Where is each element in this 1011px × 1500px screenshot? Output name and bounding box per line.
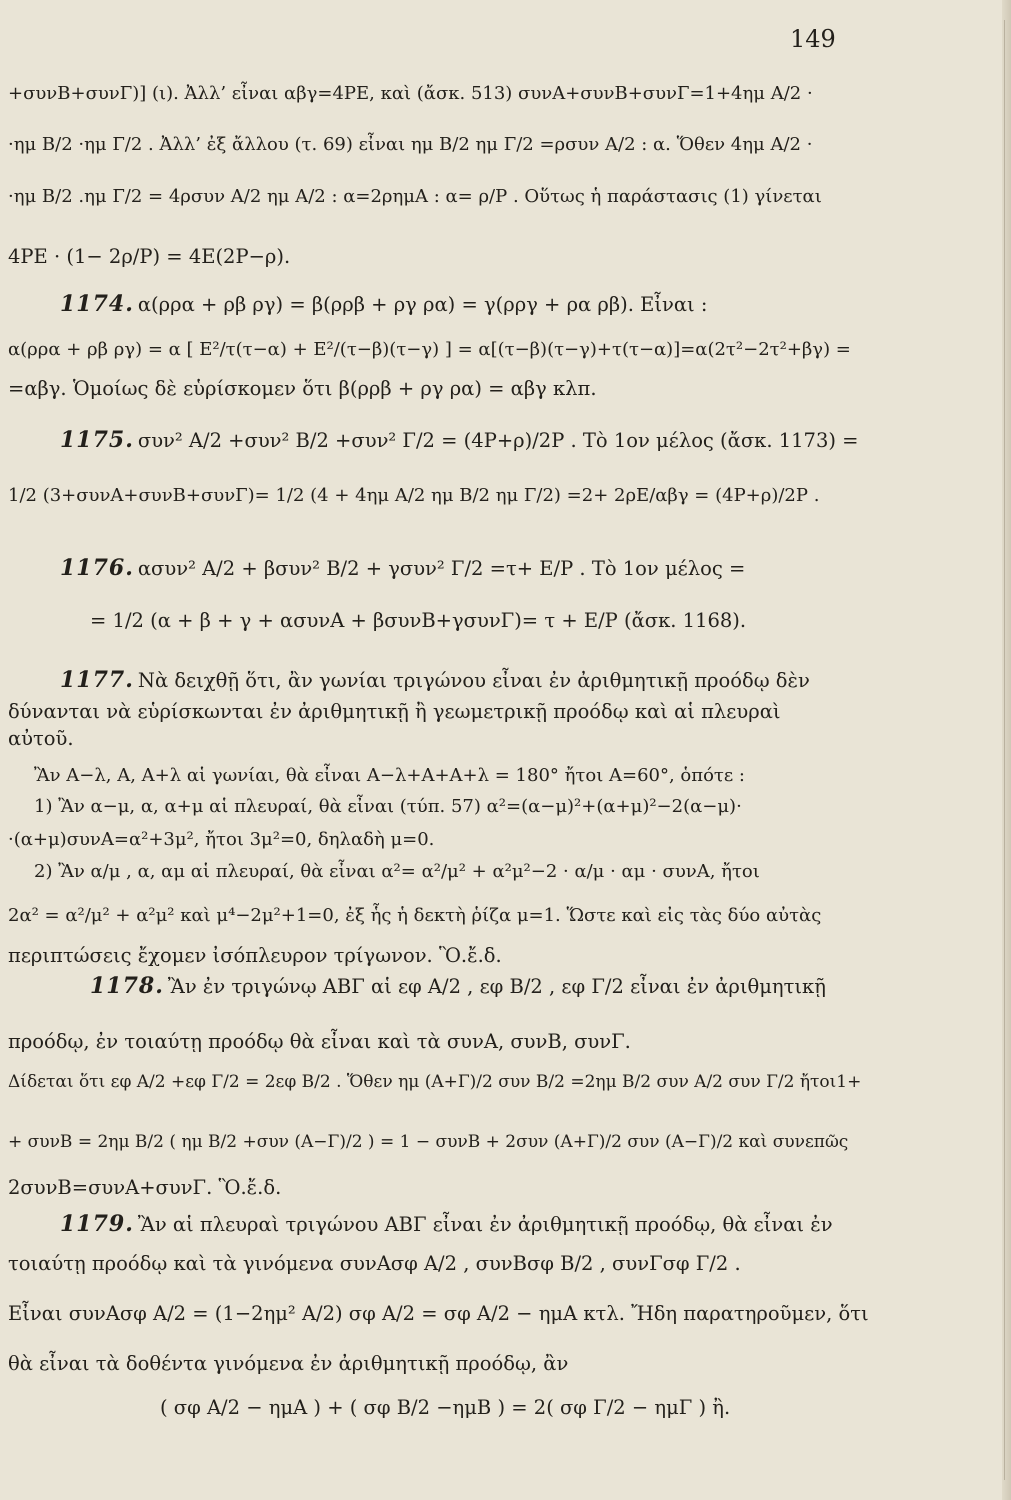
line-text: ·ημ B/2 ·ημ Γ/2 . Ἀλλ’ ἐξ ἄλλου (τ. 69) εἶναι ημ B/2 ημ Γ/2 =ρσυν A/2 : α. Ὅθεν 4ημ A/2 · [8, 134, 813, 155]
text-line [8, 82, 813, 106]
text-line [90, 609, 746, 633]
problem-number: 1177. [60, 667, 134, 693]
line-text: Δίδεται ὅτι εφ A/2 +εφ Γ/2 = 2εφ B/2 . Ὅθεν ημ (Α+Γ)/2 συν B/2 =2ημ B/2 συν A/2 συν Γ/2 ἤτοι1+ [8, 1072, 862, 1092]
text-line [8, 133, 812, 157]
line-text: θὰ εἶναι τὰ δοθέντα γινόμενα ἐν ἀριθμητικῇ προόδῳ, ἂν [8, 1352, 569, 1375]
line-text: ( σφ A/2 − ημΑ ) + ( σφ B/2 −ημΒ ) = 2( σφ Γ/2 − ημΓ ) ἢ. [160, 1396, 731, 1419]
problem-1178 [90, 974, 826, 999]
line-text: ·ημ B/2 .ημ Γ/2 = 4ρσυν A/2 ημ A/2 : α=2ρημΑ : α= ρ/Ρ . Οὕτως ἡ παράστασις (1) γίνεται [8, 186, 822, 207]
text-line [34, 764, 745, 788]
text-line [8, 1252, 741, 1276]
text-line [8, 727, 74, 751]
problem-number: 1175. [60, 427, 134, 453]
text-line [8, 700, 781, 724]
line-text: περιπτώσεις ἔχομεν ἰσόπλευρον τρίγωνον. Ὃ.ἔ.δ. [8, 944, 502, 967]
text-line [8, 1302, 869, 1326]
line-text: τοιαύτῃ προόδῳ καὶ τὰ γινόμενα συνΑσφ A/2 , συνΒσφ B/2 , συνΓσφ Γ/2 . [8, 1252, 741, 1275]
problem-number: 1176. [60, 555, 134, 581]
text-line [8, 185, 822, 209]
line-text: 1/2 (3+συνΑ+συνΒ+συνΓ)= 1/2 (4 + 4ημ A/2 ημ B/2 ημ Γ/2) =2+ 2ρΕ/αβγ = (4Ρ+ρ)/2Ρ . [8, 485, 820, 506]
problem-1174 [60, 292, 707, 317]
line-text: Ἂν Α−λ, Α, Α+λ αἱ γωνίαι, θὰ εἶναι Α−λ+Α+Α+λ = 180° ἤτοι Α=60°, ὁπότε : [34, 765, 745, 786]
text-line [8, 944, 502, 968]
problem-1177 [60, 668, 810, 693]
text-line [8, 1130, 848, 1154]
line-text: συν² A/2 +συν² B/2 +συν² Γ/2 = (4Ρ+ρ)/2Ρ . Τὸ 1ον μέλος (ἄσκ. 1173) = [137, 429, 859, 452]
text-line [8, 245, 290, 269]
line-text: ·(α+μ)συνΑ=α²+3μ², ἤτοι 3μ²=0, δηλαδὴ μ=0. [8, 829, 435, 850]
problem-1176 [60, 556, 745, 581]
line-text: =αβγ. Ὁμοίως δὲ εὑρίσκομεν ὅτι β(ρρβ + ργ ρα) = αβγ κλπ. [8, 377, 597, 400]
text-line [8, 1352, 568, 1376]
line-text: 2συνΒ=συνΑ+συνΓ. Ὃ.ἔ.δ. [8, 1176, 282, 1199]
text-line [160, 1396, 730, 1420]
text-line [8, 338, 851, 362]
line-text: ασυν² A/2 + βσυν² B/2 + γσυν² Γ/2 =τ+ Ε/Ρ . Τὸ 1ον μέλος = [137, 557, 746, 580]
text-line [8, 484, 819, 508]
page-number: 149 [790, 25, 836, 53]
line-text: αὐτοῦ. [8, 727, 74, 750]
text-line [8, 828, 434, 852]
text-line [8, 1176, 281, 1200]
line-text: Ἂν ἐν τριγώνῳ ΑΒΓ αἱ εφ A/2 , εφ B/2 , εφ Γ/2 εἶναι ἐν ἀριθμητικῇ [167, 975, 826, 998]
line-text: Ἂν αἱ πλευραὶ τριγώνου ΑΒΓ εἶναι ἐν ἀριθμητικῇ προόδῳ, θὰ εἶναι ἐν [137, 1213, 833, 1236]
text-line [8, 377, 597, 401]
line-text: δύνανται νὰ εὑρίσκωνται ἐν ἀριθμητικῇ ἢ γεωμετρικῇ προόδῳ καὶ αἱ πλευραὶ [8, 700, 781, 723]
line-text: 4ΡΕ · (1− 2ρ/Ρ) = 4Ε(2Ρ−ρ). [8, 245, 291, 268]
line-text: προόδῳ, ἐν τοιαύτῃ προόδῳ θὰ εἶναι καὶ τὰ συνΑ, συνΒ, συνΓ. [8, 1030, 631, 1053]
text-line [8, 1070, 861, 1094]
line-text: = 1/2 (α + β + γ + ασυνΑ + βσυνΒ+γσυνΓ)= τ + Ε/Ρ (ἄσκ. 1168). [90, 609, 747, 632]
line-text: 2α² = α²/μ² + α²μ² καὶ μ⁴−2μ²+1=0, ἐξ ἧς ἡ δεκτὴ ῥίζα μ=1. Ὥστε καὶ εἰς τὰς δύο αὐτὰς [8, 905, 822, 926]
line-text: +συνΒ+συνΓ)] (ι). Ἀλλ’ εἶναι αβγ=4ΡΕ, καὶ (ἄσκ. 513) συνΑ+συνΒ+συνΓ=1+4ημ A/2 · [8, 83, 813, 104]
text-line [34, 860, 760, 884]
problem-number: 1179. [60, 1211, 134, 1237]
line-text: α(ρρα + ρβ ργ) = β(ρρβ + ργ ρα) = γ(ρργ + ρα ρβ). Εἶναι : [137, 293, 708, 316]
text-line [8, 1030, 631, 1054]
problem-1175 [60, 428, 859, 453]
problem-1179 [60, 1212, 833, 1237]
line-text: + συνΒ = 2ημ B/2 ( ημ B/2 +συν (Α−Γ)/2 ) = 1 − συνΒ + 2συν (Α+Γ)/2 συν (Α−Γ)/2 καὶ συνεπῶς [8, 1132, 849, 1152]
line-text: Νὰ δειχθῇ ὅτι, ἂν γωνίαι τριγώνου εἶναι ἐν ἀριθμητικῇ προόδῳ δὲν [137, 669, 810, 692]
page-edge-line [1004, 20, 1005, 1480]
line-text: 2) Ἂν α/μ , α, αμ αἱ πλευραί, θὰ εἶναι α²= α²/μ² + α²μ²−2 · α/μ · αμ · συνΑ, ἤτοι [34, 861, 760, 882]
text-line [34, 795, 742, 819]
text-line [8, 904, 821, 928]
problem-number: 1174. [60, 291, 134, 317]
problem-number: 1178. [90, 973, 164, 999]
line-text: Εἶναι συνΑσφ A/2 = (1−2ημ² A/2) σφ A/2 = σφ A/2 − ημΑ κτλ. Ἤδη παρατηροῦμεν, ὅτι [8, 1302, 869, 1325]
line-text: 1) Ἂν α−μ, α, α+μ αἱ πλευραί, θὰ εἶναι (τύπ. 57) α²=(α−μ)²+(α+μ)²−2(α−μ)· [34, 796, 742, 817]
line-text: α(ρρα + ρβ ργ) = α [ Ε²/τ(τ−α) + Ε²/(τ−β)(τ−γ) ] = α[(τ−β)(τ−γ)+τ(τ−α)]=α(2τ²−2τ²+βγ) = [8, 339, 851, 360]
